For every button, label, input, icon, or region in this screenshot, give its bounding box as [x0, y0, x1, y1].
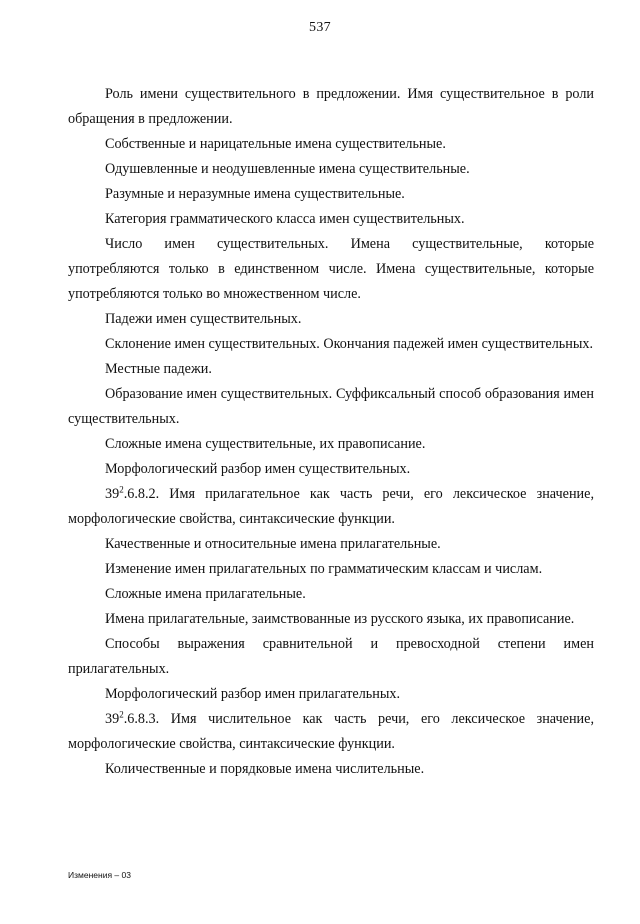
paragraph: Сложные имена прилагательные. — [105, 586, 306, 602]
paragraph: Качественные и относительные имена прилагательные. — [105, 536, 441, 552]
paragraph: Имена прилагательные, заимствованные из русского языка, их правописание. — [105, 611, 575, 627]
paragraph: Образование имен существительных. Суффиксальный способ образования имен существительных. — [68, 386, 594, 427]
section-heading-paragraph: $39^2.6.8.2$. Имя прилагательное как часть речи, его лексическое значение, морфологические свойства, синтаксические функции. — [68, 484, 594, 527]
section-superscript: 2 — [119, 709, 124, 720]
paragraph: Сложные имена существительные, их правописание. — [105, 436, 426, 452]
paragraph: Собственные и нарицательные имена существительные. — [105, 136, 446, 152]
paragraph: Склонение имен существительных. Окончания падежей имен существительных. — [105, 336, 594, 352]
footer-revision-note: Изменения – 03 — [68, 870, 131, 880]
document-body — [68, 82, 594, 782]
section-heading-paragraph: $39^2.6.8.3$. Имя числительное как часть речи, его лексическое значение, морфологические свойства, синтаксические функции. — [68, 709, 594, 752]
paragraph: Морфологический разбор имен прилагательных. — [105, 686, 401, 702]
paragraph: Морфологический разбор имен существительных. — [105, 461, 411, 477]
paragraph: Разумные и неразумные имена существительные. — [105, 186, 405, 202]
page-number: 537 — [309, 20, 331, 35]
section-number: 39 — [105, 711, 120, 727]
section-superscript: 2 — [119, 484, 124, 495]
paragraph: Местные падежи. — [105, 361, 212, 377]
paragraph: Способы выражения сравнительной и превосходной степени имен прилагательных. — [68, 636, 594, 677]
paragraph: Роль имени существительного в предложении. Имя существительное в роли обращения в предложении. — [68, 86, 594, 127]
paragraph: Число имен существительных. Имена существительные, которые употребляются только в единственном числе. Имена существительные, которые употребляются только во множественном числе. — [68, 236, 594, 302]
paragraph: Падежи имен существительных. — [105, 311, 302, 327]
section-number: 39 — [105, 486, 120, 502]
paragraph: Изменение имен прилагательных по грамматическим классам и числам. — [105, 561, 543, 577]
paragraph: Одушевленные и неодушевленные имена существительные. — [105, 161, 470, 177]
paragraph: Категория грамматического класса имен существительных. — [105, 211, 465, 227]
paragraph: Количественные и порядковые имена числительные. — [105, 761, 425, 777]
